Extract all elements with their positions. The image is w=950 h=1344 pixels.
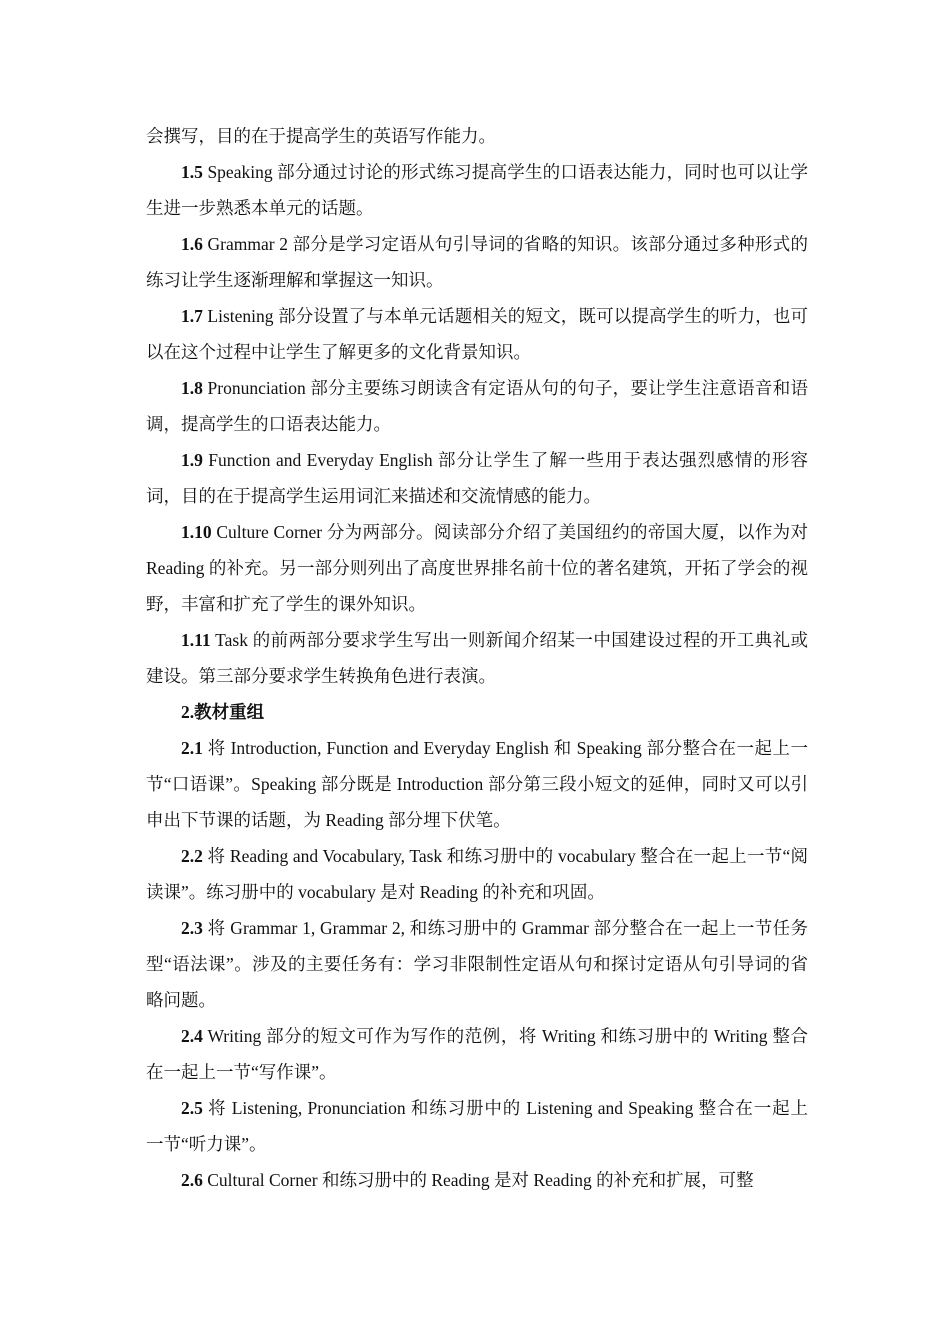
paragraph-1-7 [146,298,808,370]
paragraph-2-6 [146,1162,808,1198]
paragraph-text: Grammar 2 部分是学习定语从句引导词的省略的知识。该部分通过多种形式的练习让学生逐渐理解和掌握这一知识。 [146,234,808,290]
paragraph-2-2 [146,838,808,910]
section-number: 1.8 [181,378,203,398]
paragraph-1-11 [146,622,808,694]
document-body [146,118,808,1198]
section-number: 1.5 [181,162,203,182]
section-number: 1.11 [181,630,211,650]
paragraph-2-1 [146,730,808,838]
paragraph-2-3 [146,910,808,1018]
paragraph-1-9 [146,442,808,514]
section-number: 2.4 [181,1026,203,1046]
paragraph-1-10 [146,514,808,622]
section-number: 2.6 [181,1170,203,1190]
paragraph-1-6 [146,226,808,298]
paragraph-text: 将 Grammar 1, Grammar 2, 和练习册中的 Grammar 部分整合在一起上一节任务型“语法课”。涉及的主要任务有：学习非限制性定语从句和探讨定语从句引导词的省略问题。 [146,918,808,1010]
paragraph-text: Cultural Corner 和练习册中的 Reading 是对 Reading 的补充和扩展，可整 [202,1170,754,1190]
paragraph-text: 将 Introduction, Function and Everyday English 和 Speaking 部分整合在一起上一节“口语课”。Speaking 部分既是 Introduction 部分第三段小短文的延伸，同时又可以引申出下节课的话题，为 Reading 部分埋下伏笔。 [146,738,808,830]
paragraph-2-5 [146,1090,808,1162]
paragraph-continued [146,118,808,154]
section-heading: 2.教材重组 [181,702,265,722]
paragraph-2-4 [146,1018,808,1090]
paragraph-text: 会撰写，目的在于提高学生的英语写作能力。 [146,126,496,146]
paragraph-text: Culture Corner 分为两部分。阅读部分介绍了美国纽约的帝国大厦，以作为对 Reading 的补充。另一部分则列出了高度世界排名前十位的著名建筑，开拓了学会的视野，丰富和扩充了学生的课外知识。 [146,522,808,614]
paragraph-text: 将 Reading and Vocabulary, Task 和练习册中的 vocabulary 整合在一起上一节“阅读课”。练习册中的 vocabulary 是对 Reading 的补充和巩固。 [146,846,808,902]
paragraph-text: Pronunciation 部分主要练习朗读含有定语从句的句子，要让学生注意语音和语调，提高学生的口语表达能力。 [146,378,808,434]
section-number: 2.5 [181,1098,203,1118]
paragraph-text: Listening 部分设置了与本单元话题相关的短文，既可以提高学生的听力，也可以在这个过程中让学生了解更多的文化背景知识。 [146,306,808,362]
paragraph-1-5 [146,154,808,226]
section-number: 2.3 [181,918,203,938]
section-number: 1.9 [181,450,203,470]
section-number: 1.7 [181,306,203,326]
paragraph-text: Function and Everyday English 部分让学生了解一些用于表达强烈感情的形容词，目的在于提高学生运用词汇来描述和交流情感的能力。 [146,450,808,506]
section-number: 2.2 [181,846,203,866]
paragraph-text: Speaking 部分通过讨论的形式练习提高学生的口语表达能力，同时也可以让学生进一步熟悉本单元的话题。 [146,162,808,218]
paragraph-text: 将 Listening, Pronunciation 和练习册中的 Listening and Speaking 整合在一起上一节“听力课”。 [146,1098,808,1154]
section-number: 2.1 [181,738,203,758]
section-number: 1.10 [181,522,212,542]
paragraph-text: Writing 部分的短文可作为写作的范例，将 Writing 和练习册中的 Writing 整合在一起上一节“写作课”。 [146,1026,808,1082]
section-number: 1.6 [181,234,203,254]
paragraph-text: Task 的前两部分要求学生写出一则新闻介绍某一中国建设过程的开工典礼或建设。第三部分要求学生转换角色进行表演。 [146,630,808,686]
paragraph-1-8 [146,370,808,442]
